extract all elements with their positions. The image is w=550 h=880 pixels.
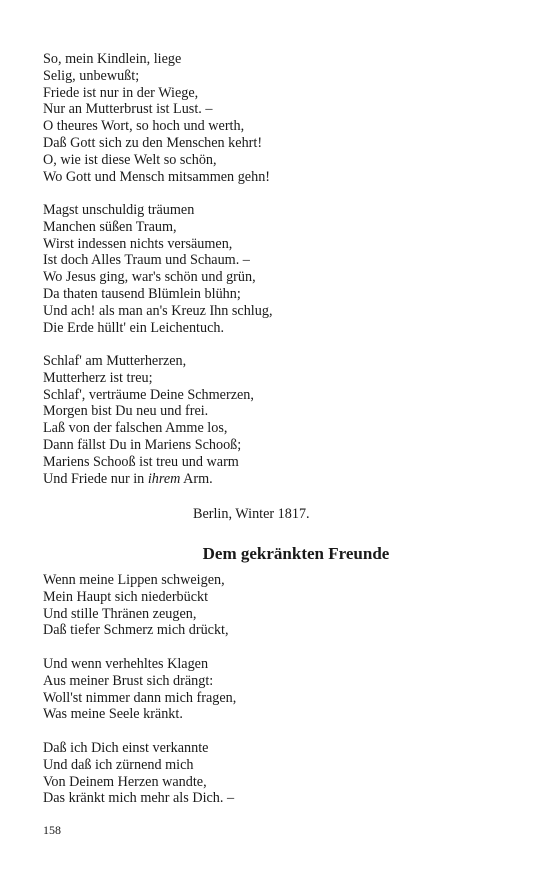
verse-line: Mariens Schooß ist treu und warm (43, 453, 239, 470)
verse-line-with-emphasis (43, 471, 513, 488)
verse-line: Und daß ich zürnend mich (43, 756, 194, 773)
verse-line: Daß ich Dich einst verkannte (43, 740, 209, 756)
poem1-stanza-3 (43, 353, 513, 487)
poem2-stanza-2 (43, 656, 513, 723)
verse-line: Schlaf', verträume Deine Schmerzen, (43, 386, 254, 403)
poem-title: Dem gekränkten Freunde (202, 544, 390, 563)
verse-line: Daß Gott sich zu den Menschen kehrt! (43, 134, 263, 151)
verse-line: Und stille Thränen zeugen, (43, 605, 197, 622)
verse-line: Manchen süßen Traum, (43, 218, 177, 235)
verse-line: O theures Wort, so hoch und werth, (43, 118, 245, 135)
verse-line: Ist doch Alles Traum und Schaum. – (43, 252, 250, 269)
verse-line: Daß tiefer Schmerz mich drückt, (43, 622, 229, 639)
verse-line: Schlaf' am Mutterherzen, (43, 353, 187, 369)
verse-line: Nur an Mutterbrust ist Lust. – (43, 101, 213, 118)
verse-line: Von Deinem Herzen wandte, (43, 773, 207, 790)
verse-line: Mein Haupt sich niederbückt (43, 588, 209, 605)
verse-line: Und ach! als man an's Kreuz Ihn schlug, (43, 302, 273, 319)
verse-line: Wirst indessen nichts versäumen, (43, 235, 233, 252)
verse-line: Friede ist nur in der Wiege, (43, 84, 199, 101)
poem-dateline: Berlin, Winter 1817. (193, 506, 310, 522)
verse-line: Selig, unbewußt; (43, 67, 140, 84)
verse-line: O, wie ist diese Welt so schön, (43, 151, 217, 168)
verse-line: Dann fällst Du in Mariens Schooß; (43, 436, 242, 453)
verse-line: Wo Gott und Mensch mitsammen gehn! (43, 168, 271, 185)
verse-line: Laß von der falschen Amme los, (43, 420, 228, 437)
poem2-stanza-3 (43, 740, 513, 807)
verse-text: Arm. (180, 470, 213, 487)
verse-line: Mutterherz ist treu; (43, 369, 153, 386)
verse-line: Woll'st nimmer dann mich fragen, (43, 689, 237, 706)
page-number: 158 (43, 823, 61, 837)
verse-line: Magst unschuldig träumen (43, 202, 195, 218)
poem1-stanza-2 (43, 202, 513, 336)
verse-line: Da thaten tausend Blümlein blühn; (43, 285, 241, 302)
verse-line: Das kränkt mich mehr als Dich. – (43, 790, 235, 807)
verse-line: So, mein Kindlein, liege (43, 51, 182, 67)
verse-line: Aus meiner Brust sich drängt: (43, 672, 214, 689)
verse-text: Und Friede nur in (43, 470, 148, 487)
verse-line: Was meine Seele kränkt. (43, 706, 183, 723)
emphasized-word: ihrem (147, 470, 181, 487)
verse-line: Wenn meine Lippen schweigen, (43, 572, 225, 588)
poem1-stanza-1 (43, 51, 513, 185)
verse-line: Die Erde hüllt' ein Leichentuch. (43, 319, 225, 336)
poem2-stanza-1 (43, 572, 513, 639)
verse-line: Morgen bist Du neu und frei. (43, 403, 209, 420)
verse-line: Und wenn verhehltes Klagen (43, 656, 209, 672)
verse-line: Wo Jesus ging, war's schön und grün, (43, 269, 256, 286)
